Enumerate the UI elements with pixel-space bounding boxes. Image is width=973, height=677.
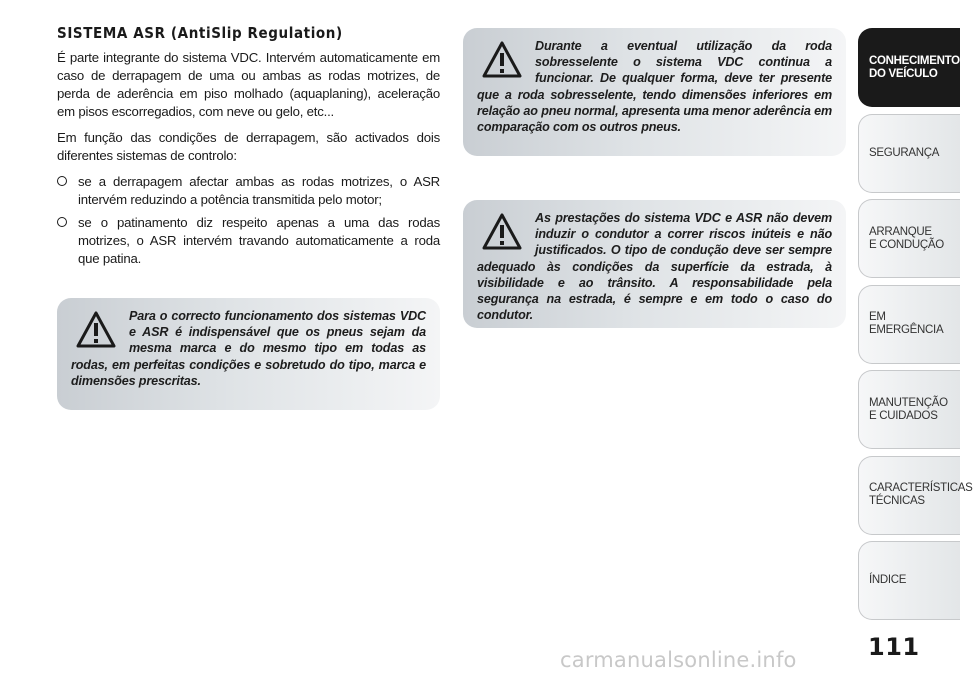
tab-indice[interactable]: ÍNDICE [858, 541, 960, 620]
watermark: carmanualsonline.info [560, 648, 797, 672]
warning-text: As prestações do sistema VDC e ASR não devem induzir o condutor a correr riscos inúteis e não justificados. O tipo de condução deve ser sempre adequado às condições da superfície da estrada, à visibilidade e ao trânsito. A responsabilidade pela segurança na estrada, é sempre e em todo o caso do condutor. [477, 211, 832, 323]
tab-em-emergencia[interactable]: EM EMERGÊNCIA [858, 285, 960, 364]
section-title: SISTEMA ASR (AntiSlip Regulation) [57, 24, 343, 42]
warning-box [463, 28, 846, 156]
bullet-list [57, 173, 440, 268]
tab-caracteristicas-tecnicas[interactable]: CARACTERÍSTICAS TÉCNICAS [858, 456, 960, 535]
tab-seguranca[interactable]: SEGURANÇA [858, 114, 960, 193]
list-item: se a derrapagem afectar ambas as rodas motrizes, o ASR intervém reduzindo a potência transmitida pelo motor; [57, 173, 440, 209]
warning-triangle-icon [75, 310, 117, 350]
body-paragraph: É parte integrante do sistema VDC. Intervém automaticamente em caso de derrapagem de uma ou ambas as rodas motrizes, de perda de aderência em piso molhado (aquaplaning), aceleração em pisos escorregadios, com neve ou gelo, etc... [57, 50, 440, 119]
tab-arranque-e-conducao[interactable]: ARRANQUE E CONDUÇÃO [858, 199, 960, 278]
warning-box [57, 298, 440, 410]
chapter-tabs [858, 28, 973, 627]
warning-triangle-icon [481, 212, 523, 252]
warning-box [463, 200, 846, 328]
bullet-circle-icon [57, 176, 67, 186]
warning-text: Durante a eventual utilização da roda sobresselente o sistema VDC continua a funcionar. De qualquer forma, deve ter presente que a roda sobresselente, tendo dimensões inferiores em relação ao pneu normal, apresenta uma menor aderência em comparação com os outros pneus. [477, 39, 832, 135]
page-number: 111 [868, 633, 920, 661]
body-paragraph: Em função das condições de derrapagem, são activados dois diferentes sistemas de controlo: [57, 130, 440, 163]
bullet-circle-icon [57, 217, 67, 227]
tab-manutencao-e-cuidados[interactable]: MANUTENÇÃO E CUIDADOS [858, 370, 960, 449]
main-column [57, 24, 440, 273]
tab-conhecimento-do-veiculo[interactable]: CONHECIMENTO DO VEÍCULO [858, 28, 960, 107]
list-item: se o patinamento diz respeito apenas a uma das rodas motrizes, o ASR intervém travando automaticamente a roda que patina. [57, 214, 440, 268]
warning-text: Para o correcto funcionamento dos sistemas VDC e ASR é indispensável que os pneus sejam da mesma marca e do mesmo tipo em todas as rodas, em perfeitas condições e sobretudo do tipo, marca e dimensões prescritas. [71, 309, 426, 388]
warning-triangle-icon [481, 40, 523, 80]
